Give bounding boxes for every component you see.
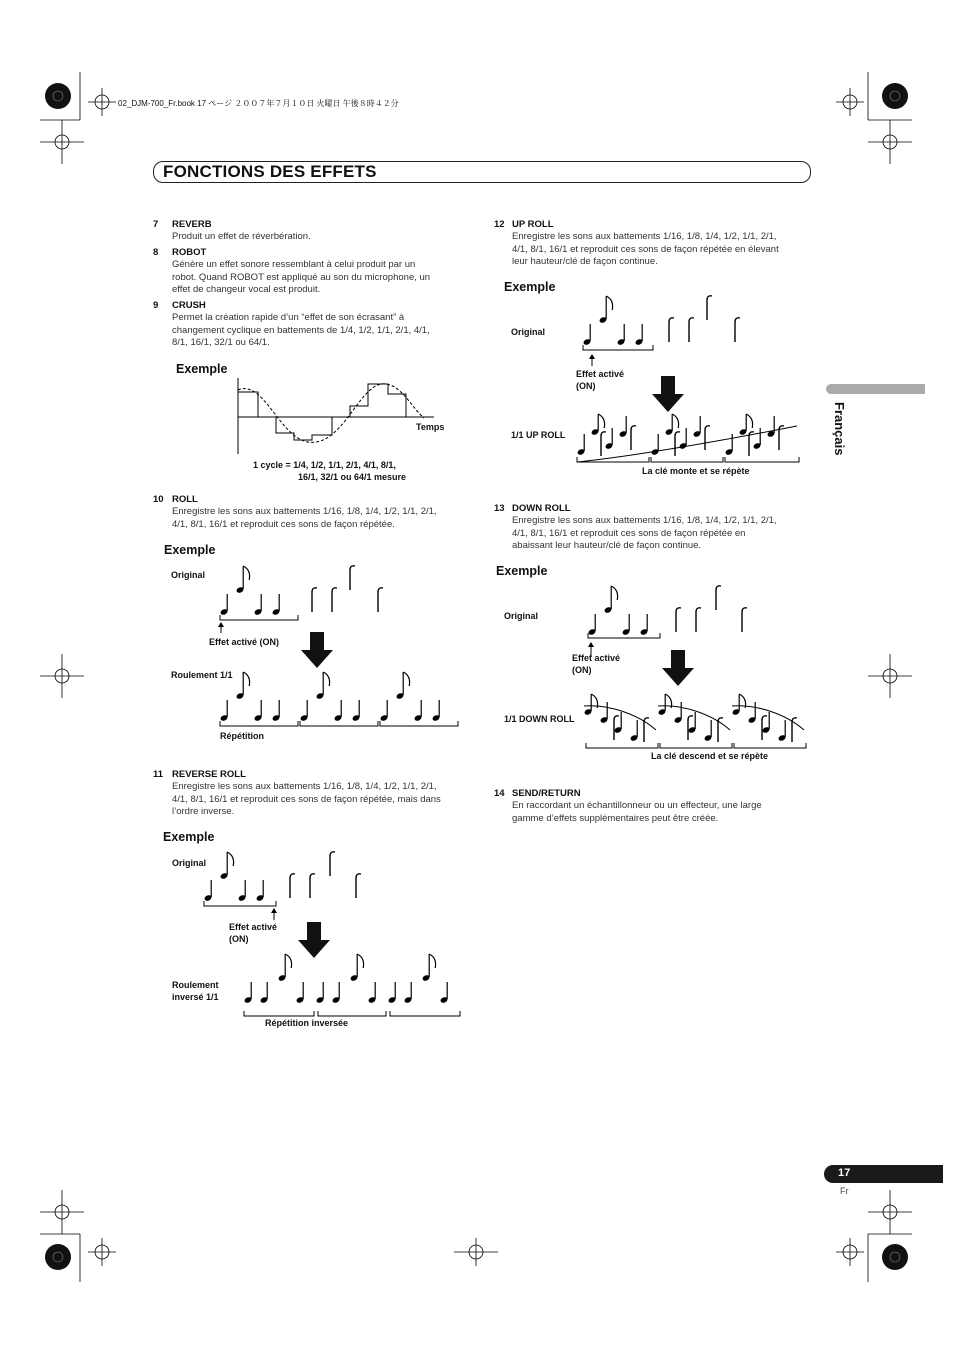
music-note-icon bbox=[617, 324, 626, 346]
music-note-icon bbox=[220, 852, 234, 880]
item-number: 8 bbox=[153, 247, 159, 258]
item-description: Génère un effet sonore ressemblant à celui produit par un robot. Quand ROBOT est appliqué au son du microphone, un effet de changeur vocal est produit. bbox=[172, 259, 431, 296]
faded-note-icon bbox=[675, 432, 680, 456]
item-number: 9 bbox=[153, 300, 159, 311]
music-note-icon bbox=[693, 416, 702, 438]
item-number: 14 bbox=[494, 788, 505, 799]
down-roll-notes-figure bbox=[580, 580, 820, 750]
roulement-label: inversé 1/1 bbox=[172, 992, 219, 1002]
music-note-icon bbox=[732, 694, 746, 716]
crosshair-icon bbox=[868, 654, 912, 698]
faded-note-icon bbox=[631, 426, 636, 450]
item-number: 13 bbox=[494, 503, 505, 514]
down-roll-label: 1/1 DOWN ROLL bbox=[504, 714, 575, 724]
music-note-icon bbox=[334, 700, 343, 722]
music-note-icon bbox=[260, 982, 269, 1004]
faded-note-icon bbox=[332, 588, 337, 612]
crush-waveform-figure bbox=[236, 378, 436, 458]
music-note-icon bbox=[599, 296, 613, 324]
crosshair-icon bbox=[88, 88, 116, 116]
target-icon bbox=[45, 83, 71, 109]
crosshair-icon bbox=[868, 1190, 912, 1234]
exemple-heading: Exemple bbox=[496, 564, 548, 578]
effect-on-label: (ON) bbox=[229, 934, 249, 944]
faded-note-icon bbox=[310, 874, 315, 898]
bracket bbox=[390, 1011, 460, 1016]
music-note-icon bbox=[256, 880, 265, 902]
music-note-icon bbox=[254, 594, 263, 616]
music-note-icon bbox=[414, 700, 423, 722]
music-note-icon bbox=[272, 594, 281, 616]
effect-on-label: Effet activé bbox=[572, 653, 621, 663]
music-note-icon bbox=[619, 416, 628, 438]
item-number: 10 bbox=[153, 494, 164, 505]
music-note-icon bbox=[278, 954, 292, 982]
music-note-icon bbox=[577, 434, 586, 456]
music-note-icon bbox=[300, 700, 309, 722]
page-language: Fr bbox=[840, 1186, 849, 1196]
faded-note-icon bbox=[669, 318, 674, 342]
bracket bbox=[651, 457, 723, 462]
item-number: 7 bbox=[153, 219, 159, 230]
music-note-icon bbox=[600, 702, 609, 724]
crosshair-icon bbox=[836, 1238, 864, 1266]
item-number: 11 bbox=[153, 769, 164, 780]
roll-notes-figure bbox=[210, 560, 470, 730]
music-note-icon bbox=[422, 954, 436, 982]
language-tab-label: Français bbox=[832, 402, 847, 456]
music-note-icon bbox=[316, 672, 330, 700]
faded-note-icon bbox=[378, 588, 383, 612]
music-note-icon bbox=[635, 324, 644, 346]
crosshair-icon bbox=[868, 120, 912, 164]
music-note-icon bbox=[404, 982, 413, 1004]
exemple-heading: Exemple bbox=[504, 280, 556, 294]
music-note-icon bbox=[236, 672, 250, 700]
exemple-heading: Exemple bbox=[164, 543, 216, 557]
music-note-icon bbox=[220, 700, 229, 722]
item-title: REVERB bbox=[172, 219, 212, 230]
faded-note-icon bbox=[601, 432, 606, 456]
effect-on-label: Effet activé bbox=[229, 922, 278, 932]
arrow-head-icon bbox=[218, 622, 224, 627]
target-icon bbox=[882, 83, 908, 109]
music-note-icon bbox=[350, 954, 364, 982]
music-note-icon bbox=[748, 702, 757, 724]
bracket bbox=[725, 457, 799, 462]
music-note-icon bbox=[204, 880, 213, 902]
music-note-icon bbox=[396, 672, 410, 700]
faded-note-icon bbox=[716, 586, 721, 610]
bracket bbox=[204, 901, 276, 906]
music-note-icon bbox=[778, 720, 787, 742]
up-roll-label: 1/1 UP ROLL bbox=[511, 430, 566, 440]
original-label: Original bbox=[171, 570, 206, 580]
effect-on-label: (ON) bbox=[576, 381, 596, 391]
crosshair-icon bbox=[40, 654, 84, 698]
file-header: 02_DJM-700_Fr.book 17 ページ ２００７年７月１０日 火曜日 午後８時４２分 bbox=[118, 99, 399, 108]
music-note-icon bbox=[220, 594, 229, 616]
music-note-icon bbox=[244, 982, 253, 1004]
down-arrow-icon bbox=[301, 632, 333, 668]
exemple-heading: Exemple bbox=[163, 830, 215, 844]
music-note-icon bbox=[388, 982, 397, 1004]
bracket bbox=[734, 743, 806, 748]
music-note-icon bbox=[651, 434, 660, 456]
item-title: UP ROLL bbox=[512, 219, 554, 230]
music-note-icon bbox=[640, 614, 649, 636]
music-note-icon bbox=[658, 694, 672, 716]
music-note-icon bbox=[583, 324, 592, 346]
bracket bbox=[586, 743, 658, 748]
crosshair-icon bbox=[454, 1238, 498, 1266]
bracket bbox=[583, 345, 653, 350]
bracket bbox=[380, 721, 458, 726]
item-description: Enregistre les sons aux battements 1/16, 1/8, 1/4, 1/2, 1/1, 2/1, 4/1, 8/1, 16/1 et reproduit ces sons de façon répétée, mais dans l’ordre inverse. bbox=[172, 781, 441, 818]
music-note-icon bbox=[332, 982, 341, 1004]
item-description: Enregistre les sons aux battements 1/16, 1/8, 1/4, 1/2, 1/1, 2/1, 4/1, 8/1, 16/1 et reproduit ces sons de façon répétée. bbox=[172, 506, 437, 530]
effect-on-label: Effet activé bbox=[576, 369, 625, 379]
faded-note-icon bbox=[742, 608, 747, 632]
music-note-icon bbox=[704, 720, 713, 742]
music-note-icon bbox=[316, 982, 325, 1004]
faded-note-icon bbox=[705, 426, 710, 450]
key-falls-label: La clé descend et se répète bbox=[651, 751, 769, 761]
music-note-icon bbox=[272, 700, 281, 722]
item-title: ROBOT bbox=[172, 247, 207, 258]
repetition-label: Répétition bbox=[220, 731, 264, 741]
temps-label: Temps bbox=[416, 422, 445, 432]
faded-note-icon bbox=[707, 296, 712, 320]
faded-note-icon bbox=[350, 566, 355, 590]
music-note-icon bbox=[432, 700, 441, 722]
original-label: Original bbox=[172, 858, 207, 868]
item-description: Enregistre les sons aux battements 1/16, 1/8, 1/4, 1/2, 1/1, 2/1, 4/1, 8/1, 16/1 et reproduit ces sons de façon répétée en élevant leur hauteur/clé de façon continue. bbox=[512, 231, 779, 268]
original-label: Original bbox=[511, 327, 546, 337]
original-label: Original bbox=[504, 611, 539, 621]
arrow-head-icon bbox=[588, 642, 594, 647]
cycle-label: 16/1, 32/1 ou 64/1 mesure bbox=[298, 472, 407, 482]
music-note-icon bbox=[238, 880, 247, 902]
music-note-icon bbox=[674, 702, 683, 724]
music-note-icon bbox=[725, 434, 734, 456]
faded-note-icon bbox=[356, 874, 361, 898]
faded-note-icon bbox=[676, 608, 681, 632]
crosshair-icon bbox=[40, 120, 84, 164]
music-note-icon bbox=[584, 694, 598, 716]
item-title: DOWN ROLL bbox=[512, 503, 571, 514]
up-roll-notes-figure bbox=[575, 290, 815, 470]
music-note-icon bbox=[296, 982, 305, 1004]
down-arrow-icon bbox=[652, 376, 684, 412]
arrow-head-icon bbox=[271, 908, 277, 913]
effect-on-label: Effet activé (ON) bbox=[209, 637, 280, 647]
repetition-label: Répétition inversée bbox=[265, 1018, 349, 1028]
crosshair-icon bbox=[88, 1238, 116, 1266]
reverse-roll-notes-figure bbox=[200, 848, 470, 1018]
music-note-icon bbox=[352, 700, 361, 722]
music-note-icon bbox=[254, 700, 263, 722]
music-note-icon bbox=[622, 614, 631, 636]
item-description: Produit un effet de réverbération. bbox=[172, 231, 311, 242]
bracket bbox=[300, 721, 378, 726]
item-description: En raccordant un échantillonneur ou un effecteur, une large gamme d’effets supplémentaires peut être créée. bbox=[512, 800, 762, 824]
item-title: REVERSE ROLL bbox=[172, 769, 246, 780]
music-note-icon bbox=[630, 720, 639, 742]
item-number: 12 bbox=[494, 219, 505, 230]
item-title: ROLL bbox=[172, 494, 198, 505]
faded-note-icon bbox=[696, 608, 701, 632]
music-note-icon bbox=[604, 586, 618, 614]
faded-note-icon bbox=[290, 874, 295, 898]
bracket bbox=[220, 615, 298, 620]
music-note-icon bbox=[588, 614, 597, 636]
item-description: Enregistre les sons aux battements 1/16, 1/8, 1/4, 1/2, 1/1, 2/1, 4/1, 8/1, 16/1 et reproduit ces sons de façon répétée en abaissant leur hauteur/clé de façon continue. bbox=[512, 515, 777, 552]
bracket bbox=[660, 743, 732, 748]
down-arrow-icon bbox=[662, 650, 694, 686]
bracket bbox=[244, 1011, 314, 1016]
faded-note-icon bbox=[330, 852, 335, 876]
crosshair-icon bbox=[836, 88, 864, 116]
music-note-icon bbox=[380, 700, 389, 722]
item-title: SEND/RETURN bbox=[512, 788, 581, 799]
faded-note-icon bbox=[689, 318, 694, 342]
page-title: FONCTIONS DES EFFETS bbox=[163, 162, 377, 181]
music-note-icon bbox=[368, 982, 377, 1004]
key-rises-label: La clé monte et se répète bbox=[642, 466, 750, 476]
page-number: 17 bbox=[838, 1167, 851, 1179]
target-icon bbox=[882, 1244, 908, 1270]
target-icon bbox=[45, 1244, 71, 1270]
effect-on-label: (ON) bbox=[572, 665, 592, 675]
roulement-label: Roulement 1/1 bbox=[171, 670, 233, 680]
faded-note-icon bbox=[735, 318, 740, 342]
faded-note-icon bbox=[312, 588, 317, 612]
item-title: CRUSH bbox=[172, 300, 206, 311]
roulement-label: Roulement bbox=[172, 980, 219, 990]
language-tab-bar bbox=[826, 384, 925, 394]
bracket bbox=[318, 1011, 386, 1016]
music-note-icon bbox=[440, 982, 449, 1004]
bracket bbox=[220, 721, 298, 726]
arrow-head-icon bbox=[589, 354, 595, 359]
music-note-icon bbox=[767, 416, 776, 438]
down-arrow-icon bbox=[298, 922, 330, 958]
crosshair-icon bbox=[40, 1190, 84, 1234]
music-note-icon bbox=[236, 566, 250, 594]
item-description: Permet la création rapide d’un “effet de son écrasant” à changement cyclique en battements de 1/4, 1/2, 1/1, 2/1, 4/1, 8/1, 16/1, 32/1 ou 64/1. bbox=[172, 312, 430, 349]
exemple-heading: Exemple bbox=[176, 362, 228, 376]
cycle-label: 1 cycle = 1/4, 1/2, 1/1, 2/1, 4/1, 8/1, bbox=[253, 460, 396, 470]
